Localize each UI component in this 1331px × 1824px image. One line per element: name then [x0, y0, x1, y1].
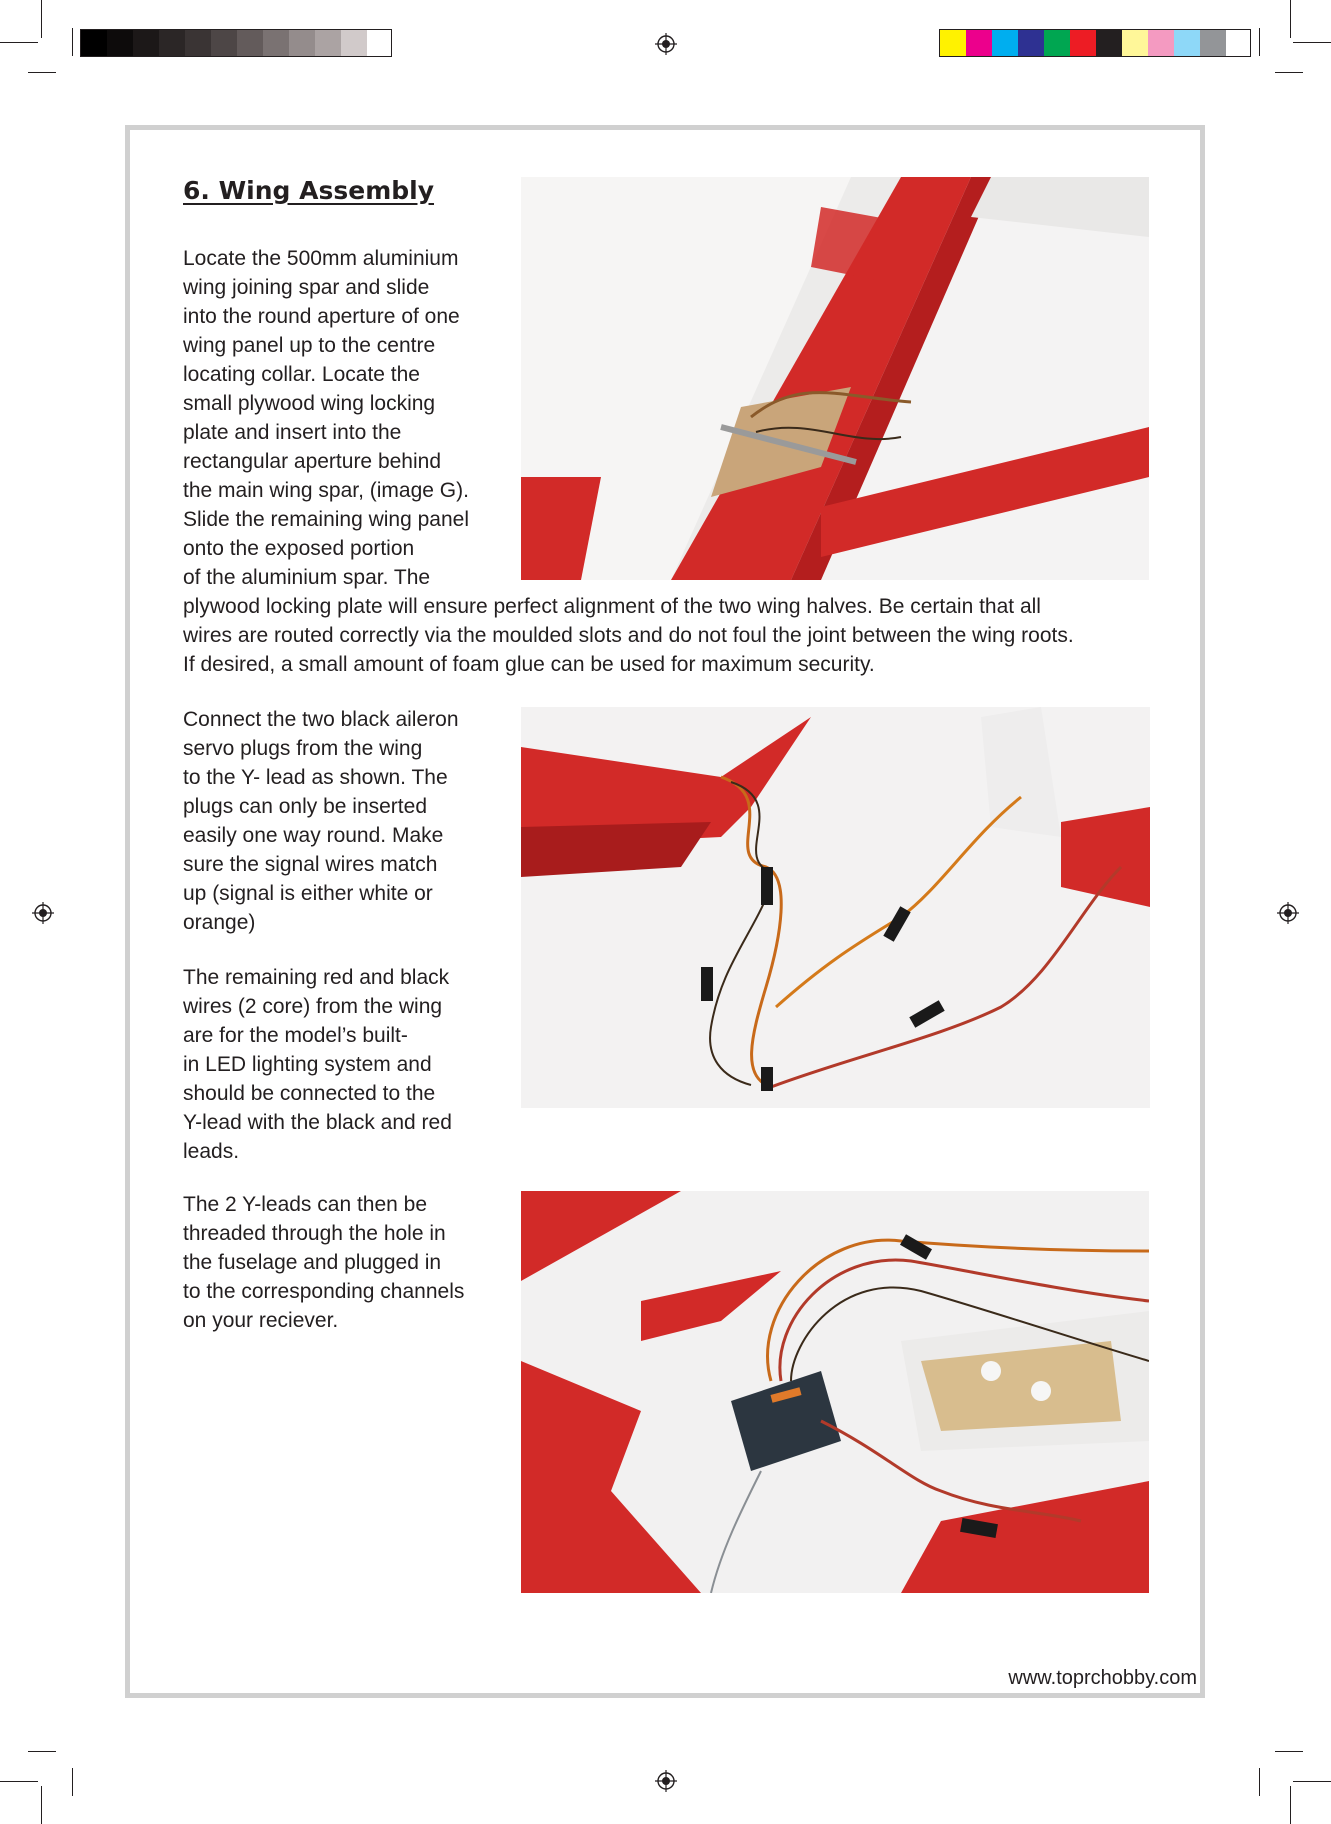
- photo-wing-spar-joint: [521, 177, 1149, 580]
- text-line: leads.: [183, 1140, 240, 1163]
- text-line: Connect the two black aileron: [183, 708, 459, 731]
- process-color-bar: [939, 29, 1251, 57]
- text-line: the fuselage and plugged in: [183, 1251, 442, 1274]
- text-line: servo plugs from the wing: [183, 737, 423, 760]
- paragraph-wing-spar-wrap: [183, 244, 503, 592]
- text-line: onto the exposed portion: [183, 537, 415, 560]
- text-line: Y-lead with the black and red: [183, 1111, 452, 1134]
- text-line: easily one way round. Make: [183, 824, 444, 847]
- text-line: wing joining spar and slide: [183, 276, 430, 299]
- paragraph-led-lighting: [183, 963, 503, 1166]
- text-line: to the Y- lead as shown. The: [183, 766, 448, 789]
- paragraph-aileron-servo: [183, 705, 503, 937]
- text-line: up (signal is either white or: [183, 882, 433, 905]
- text-line: plugs can only be inserted: [183, 795, 427, 818]
- paragraph-y-leads: [183, 1190, 503, 1335]
- text-line: orange): [183, 911, 256, 934]
- text-line: The remaining red and black: [183, 966, 450, 989]
- registration-mark-right: [1277, 902, 1299, 924]
- text-line: The 2 Y-leads can then be: [183, 1193, 428, 1216]
- text-line: wires (2 core) from the wing: [183, 995, 443, 1018]
- text-line: to the corresponding channels: [183, 1280, 465, 1303]
- text-line: wires are routed correctly via the moulded slots and do not foul the joint between the wing roots.: [183, 624, 1074, 647]
- registration-mark-top: [655, 33, 677, 55]
- text-line: threaded through the hole in: [183, 1222, 446, 1245]
- text-line: If desired, a small amount of foam glue can be used for maximum security.: [183, 653, 875, 676]
- text-line: should be connected to the: [183, 1082, 436, 1105]
- text-line: Locate the 500mm aluminium: [183, 247, 459, 270]
- photo-servo-y-leads: [521, 707, 1150, 1108]
- text-line: into the round aperture of one: [183, 305, 460, 328]
- text-line: Slide the remaining wing panel: [183, 508, 470, 531]
- text-line: plywood locking plate will ensure perfect alignment of the two wing halves. Be certain that all: [183, 595, 1041, 618]
- text-line: rectangular aperture behind: [183, 450, 442, 473]
- grayscale-color-bar: [80, 29, 392, 57]
- text-line: in LED lighting system and: [183, 1053, 432, 1076]
- text-line: small plywood wing locking: [183, 392, 436, 415]
- text-line: the main wing spar, (image G).: [183, 479, 469, 502]
- registration-mark-left: [32, 902, 54, 924]
- text-line: are for the model’s built-: [183, 1024, 408, 1047]
- text-line: on your reciever.: [183, 1309, 339, 1332]
- footer-website-url: www.toprchobby.com: [1008, 1667, 1197, 1689]
- text-line: locating collar. Locate the: [183, 363, 420, 386]
- text-line: sure the signal wires match: [183, 853, 438, 876]
- registration-mark-bottom: [655, 1770, 677, 1792]
- section-title: 6. Wing Assembly: [183, 176, 435, 205]
- text-line: plate and insert into the: [183, 421, 402, 444]
- text-line: wing panel up to the centre: [183, 334, 436, 357]
- text-line: of the aluminium spar. The: [183, 566, 431, 589]
- photo-receiver-install: [521, 1191, 1149, 1593]
- paragraph-wing-spar-full: [183, 592, 1173, 679]
